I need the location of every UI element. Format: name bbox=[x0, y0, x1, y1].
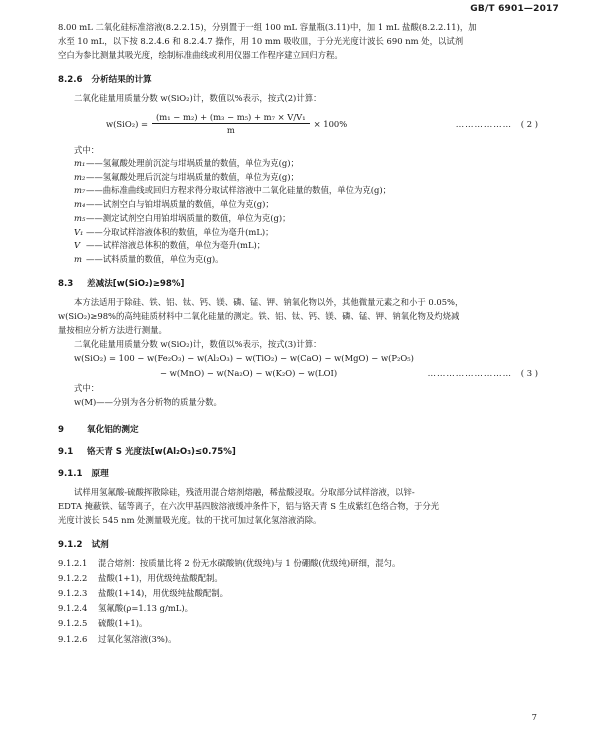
reagent-item bbox=[58, 556, 538, 571]
variable-description: ——曲标准曲线或回归方程求得分取试样溶液中二氧化硅量的数值，单位为克(g)； bbox=[86, 185, 392, 196]
variable-description: ——试料质量的数值，单位为克(g)。 bbox=[86, 253, 224, 264]
variable-symbol: m₅ bbox=[74, 212, 86, 223]
variable-item: w(M)——分别为各分析物的质量分数。 bbox=[74, 396, 222, 407]
variable-item bbox=[74, 184, 538, 198]
variable-symbol: m bbox=[74, 253, 82, 264]
section-number: 8.3 bbox=[58, 278, 74, 289]
variable-symbol: m₂ bbox=[74, 171, 86, 182]
variable-description: ——测定试剂空白用铂坩埚质量的数值，单位为克(g)； bbox=[86, 212, 291, 223]
paragraph-line: EDTA 掩蔽铁、锰等离子，在六次甲基四胺溶液缓冲条件下，铝与铬天青 S 生成紫红色络合物，于分光 bbox=[58, 501, 440, 512]
section-title: 铬天青 S 光度法[w(Al₂O₃)≤0.75%] bbox=[87, 447, 236, 458]
section-heading-9-1 bbox=[58, 445, 538, 457]
reagent-text: 硫酸(1+1)。 bbox=[98, 618, 148, 629]
reagent-number: 9.1.2.1 bbox=[58, 557, 88, 568]
reagent-text: 盐酸(1+14)，用优级纯盐酸配制。 bbox=[98, 588, 229, 599]
variable-symbol: m₁ bbox=[74, 158, 86, 169]
formula-line bbox=[58, 366, 538, 381]
variable-description: ——试剂空白与铂坩埚质量的数值，单位为克(g)； bbox=[86, 199, 274, 210]
variable-item bbox=[74, 239, 538, 253]
formula-lead: 二氧化硅量用质量分数 w(SiO₂)计，数值以%表示，按式(2)计算： bbox=[74, 92, 322, 103]
section-title: 试剂 bbox=[91, 539, 109, 550]
paragraph-line: 量按相应分析方法进行测量。 bbox=[58, 325, 167, 336]
section-heading-8-2-6 bbox=[58, 73, 538, 85]
reagent-number: 9.1.2.5 bbox=[58, 618, 88, 629]
variable-description: ——氢氟酸处理前沉淀与坩埚质量的数值，单位为克(g)； bbox=[86, 158, 299, 169]
reagent-text: 过氧化氢溶液(3%)。 bbox=[98, 633, 177, 644]
variable-symbol: V bbox=[74, 240, 81, 251]
section-heading-9-1-2 bbox=[58, 538, 538, 550]
paragraph-line: 试样用氢氟酸-硫酸挥散除硅，残渣用混合熔剂熔融，稀盐酸浸取。分取部分试样溶液，以锌- bbox=[74, 487, 415, 498]
paragraph-line: w(SiO₂)≥98%的高纯硅质材料中二氧化硅量的测定。铁、铝、钛、钙、镁、磷、锰、钾、钠氧化物及灼烧减 bbox=[58, 310, 460, 321]
where-label: 式中： bbox=[74, 382, 100, 393]
paragraph-line: 光度计波长 545 nm 处测量吸光度。钛的干扰可加过氧化氢溶液消除。 bbox=[58, 515, 322, 526]
page-content bbox=[58, 20, 538, 647]
formula-fraction bbox=[152, 112, 310, 135]
reagent-text: 混合熔剂：按质量比将 2 份无水碳酸钠(优级纯)与 1 份硼酸(优级纯)研细，混匀。 bbox=[98, 557, 401, 568]
reagent-number: 9.1.2.6 bbox=[58, 633, 88, 644]
section-title: 原理 bbox=[91, 469, 109, 480]
formula-tail: × 100% bbox=[313, 118, 348, 129]
formula-3 bbox=[58, 351, 538, 380]
variable-description: ——试样溶液总体积的数值，单位为毫升(mL)； bbox=[86, 240, 266, 251]
section-number: 9.1 bbox=[58, 447, 74, 458]
formula-expression: − w(MnO) − w(Na₂O) − w(K₂O) − w(LOI) bbox=[160, 368, 338, 379]
section-title: 分析结果的计算 bbox=[91, 74, 152, 85]
formula-line: w(SiO₂) = 100 − w(Fe₂O₃) − w(Al₂O₃) − w(TiO₂) − w(CaO) − w(MgO) − w(P₂O₅) bbox=[74, 353, 414, 364]
standard-number: GB/T 6901—2017 bbox=[470, 4, 559, 14]
paragraph-line: 本方法适用于除硅、铁、铝、钛、钙、镁、磷、锰、钾、钠氧化物以外，其他微量元素之和小于 0.05%， bbox=[74, 296, 464, 307]
intro-line: 空白为参比测量其吸光度，绘制标准曲线或利用仪器工作程序建立回归方程。 bbox=[58, 50, 343, 61]
reagent-item bbox=[58, 586, 538, 601]
formula-numerator: (m₁ − m₂) + (m₃ − m₅) + m₇ × V/V₁ bbox=[152, 112, 310, 124]
section-number: 9.1.1 bbox=[58, 469, 83, 480]
reagent-list bbox=[58, 556, 538, 647]
variable-item bbox=[74, 212, 538, 226]
section-heading-9-1-1 bbox=[58, 467, 538, 479]
variable-item bbox=[74, 171, 538, 185]
intro-line: 8.00 mL 二氧化硅标准溶液(8.2.2.15)，分别置于一组 100 mL 容量瓶(3.11)中，加 1 mL 盐酸(8.2.2.11)，加 bbox=[58, 22, 477, 32]
reagent-text: 氢氟酸(ρ=1.13 g/mL)。 bbox=[98, 603, 193, 614]
page-number: 7 bbox=[531, 712, 537, 722]
variable-item bbox=[74, 253, 538, 267]
formula-denominator: m bbox=[226, 125, 235, 136]
intro-line: 水至 10 mL，以下按 8.2.4.6 和 8.2.4.7 操作，用 10 mm 吸收皿，于分光光度计波长 690 nm 处，以试剂 bbox=[58, 36, 464, 47]
section-title: 差减法[w(SiO₂)≥98%] bbox=[87, 278, 185, 289]
variable-item bbox=[74, 226, 538, 240]
section-number: 8.2.6 bbox=[58, 74, 83, 85]
reagent-item bbox=[58, 632, 538, 647]
variable-description: ——氢氟酸处理后沉淀与坩埚质量的数值，单位为克(g)； bbox=[86, 171, 299, 182]
reagent-number: 9.1.2.2 bbox=[58, 572, 88, 583]
reagent-item bbox=[58, 616, 538, 631]
formula-leader-dots: ……………………… bbox=[427, 368, 512, 379]
reagent-number: 9.1.2.3 bbox=[58, 588, 88, 599]
variable-symbol: V₁ bbox=[74, 226, 84, 237]
reagent-number: 9.1.2.4 bbox=[58, 603, 88, 614]
where-label: 式中： bbox=[74, 144, 100, 155]
equation-number: ( 2 ) bbox=[520, 118, 538, 129]
variable-symbol: m₇ bbox=[74, 185, 86, 196]
variable-list bbox=[58, 157, 538, 267]
reagent-item bbox=[58, 571, 538, 586]
variable-symbol: m₄ bbox=[74, 199, 86, 210]
section-heading-8-3 bbox=[58, 277, 538, 289]
section-title: 氧化铝的测定 bbox=[87, 425, 139, 436]
variable-item bbox=[74, 157, 538, 171]
variable-description: ——分取试样溶液体积的数值，单位为毫升(mL)； bbox=[86, 226, 274, 237]
reagent-text: 盐酸(1+1)，用优级纯盐酸配制。 bbox=[98, 572, 223, 583]
formula-2 bbox=[106, 109, 538, 139]
formula-leader-dots: ……………… bbox=[455, 118, 512, 129]
formula-lhs: w(SiO₂) = bbox=[106, 118, 149, 129]
equation-number: ( 3 ) bbox=[520, 368, 538, 379]
section-heading-9 bbox=[58, 423, 538, 435]
section-number: 9 bbox=[58, 425, 64, 436]
section-number: 9.1.2 bbox=[58, 539, 83, 550]
reagent-item bbox=[58, 601, 538, 616]
formula-lead: 二氧化硅量用质量分数 w(SiO₂)计，数值以%表示，按式(3)计算： bbox=[74, 339, 322, 350]
variable-item bbox=[74, 198, 538, 212]
